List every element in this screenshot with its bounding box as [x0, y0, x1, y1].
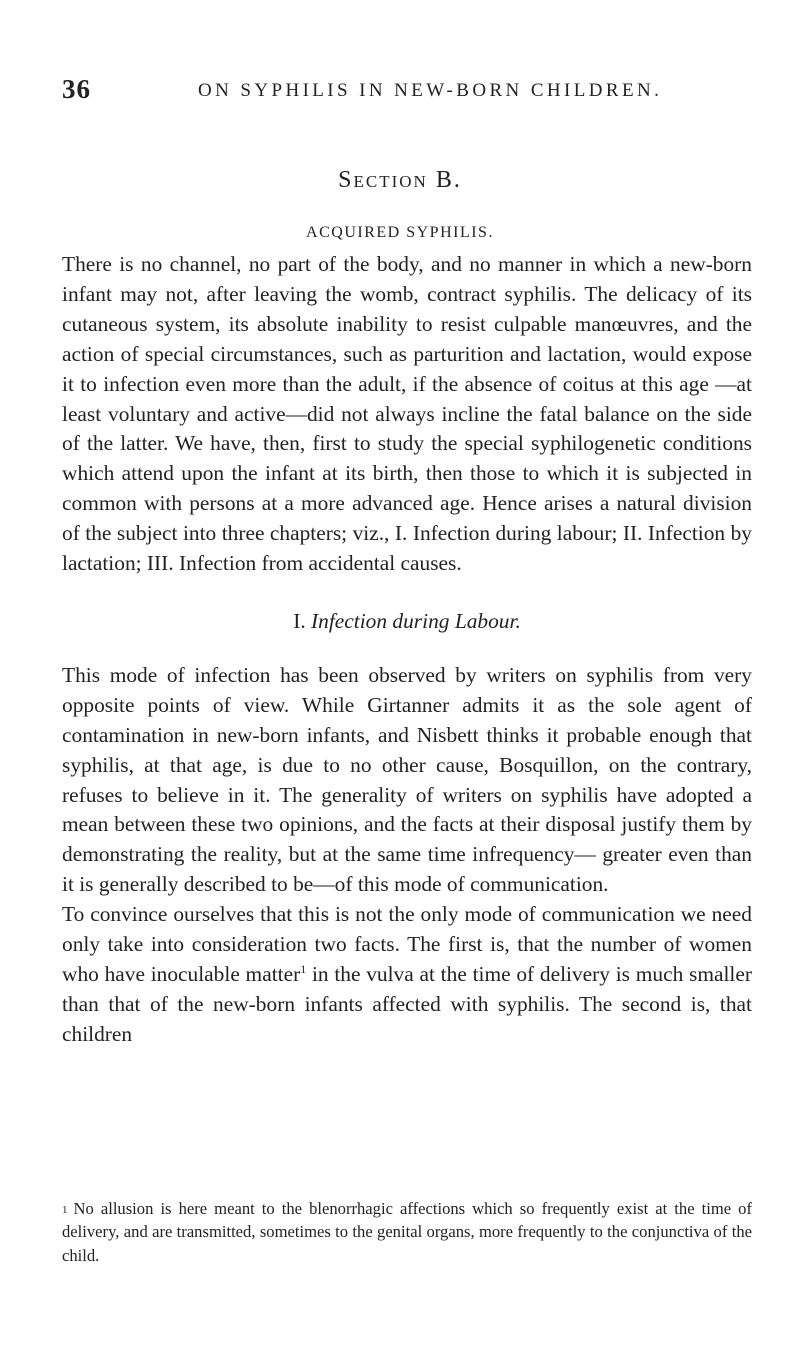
body-text — [62, 250, 752, 1050]
footnote-mark: 1 — [62, 1204, 68, 1216]
paragraph-3-end: in the vulva at the time of delivery is much smaller than that of the new-born infants affected with syphilis. The second is, that children — [62, 961, 752, 1046]
footnote-text: No allusion is here meant to the blenorrhagic affections which so frequently exist at the time of delivery, and are transmitted, sometimes to the genital organs, more frequently to the conjunctiva of the child. — [62, 1199, 752, 1265]
intro-paragraph: There is no channel, no part of the body, and no manner in which a new-born infant may not, after leaving the womb, contract syphilis. The delicacy of its cutaneous system, its absolute inability to resist culpable manœuvres, and the action of special circumstances, such as parturition and lactation, would expose it to infection even more than the adult, if the absence of coitus at this age —at least voluntary and active—did not always incline the fatal balance on the side of the latter. We have, then, first to study the special syphilogenetic conditions which attend upon the infant at its birth, then those to which it is subjected in common with persons at a more advanced age. Hence arises a natural division of the subject into three chapters; viz., I. Infection during labour; II. Infection by lactation; III. Infection from accidental causes. — [62, 252, 752, 576]
section-subtitle: ACQUIRED SYPHILIS. — [306, 224, 494, 241]
running-head: ON SYPHILIS IN NEW-BORN CHILDREN. — [198, 80, 663, 101]
footnote — [62, 1197, 752, 1267]
chapter-title: Infection during Labour. — [311, 608, 521, 633]
chapter-number: I. — [293, 608, 306, 633]
chapter-heading — [62, 607, 752, 637]
paragraph-3 — [62, 900, 752, 1050]
paragraph-3-start: To convince ourselves that this is not the only mode of communication we need only take into consideration two facts. The first is, that the number of women who have inoculable matter — [62, 902, 752, 986]
section-title: Section B. — [338, 167, 462, 193]
page-number: 36 — [62, 74, 91, 104]
page-header — [62, 74, 752, 114]
footnote-reference: 1 — [300, 961, 307, 976]
paragraph-2: This mode of infection has been observed by writers on syphilis from very opposite points of view. While Girtanner admits it as the sole agent of contamination in new-born infants, and Nisbett thinks it probable enough that syphilis, at that age, is due to no other cause, Bosquillon, on the contrary, refuses to believe in it. The generality of writers on syphilis have adopted a mean between these two opinions, and the facts at their disposal justify them by demonstrating the reality, but at the same time infrequency— greater even than it is generally described to be—of this mode of communication. — [62, 662, 752, 897]
